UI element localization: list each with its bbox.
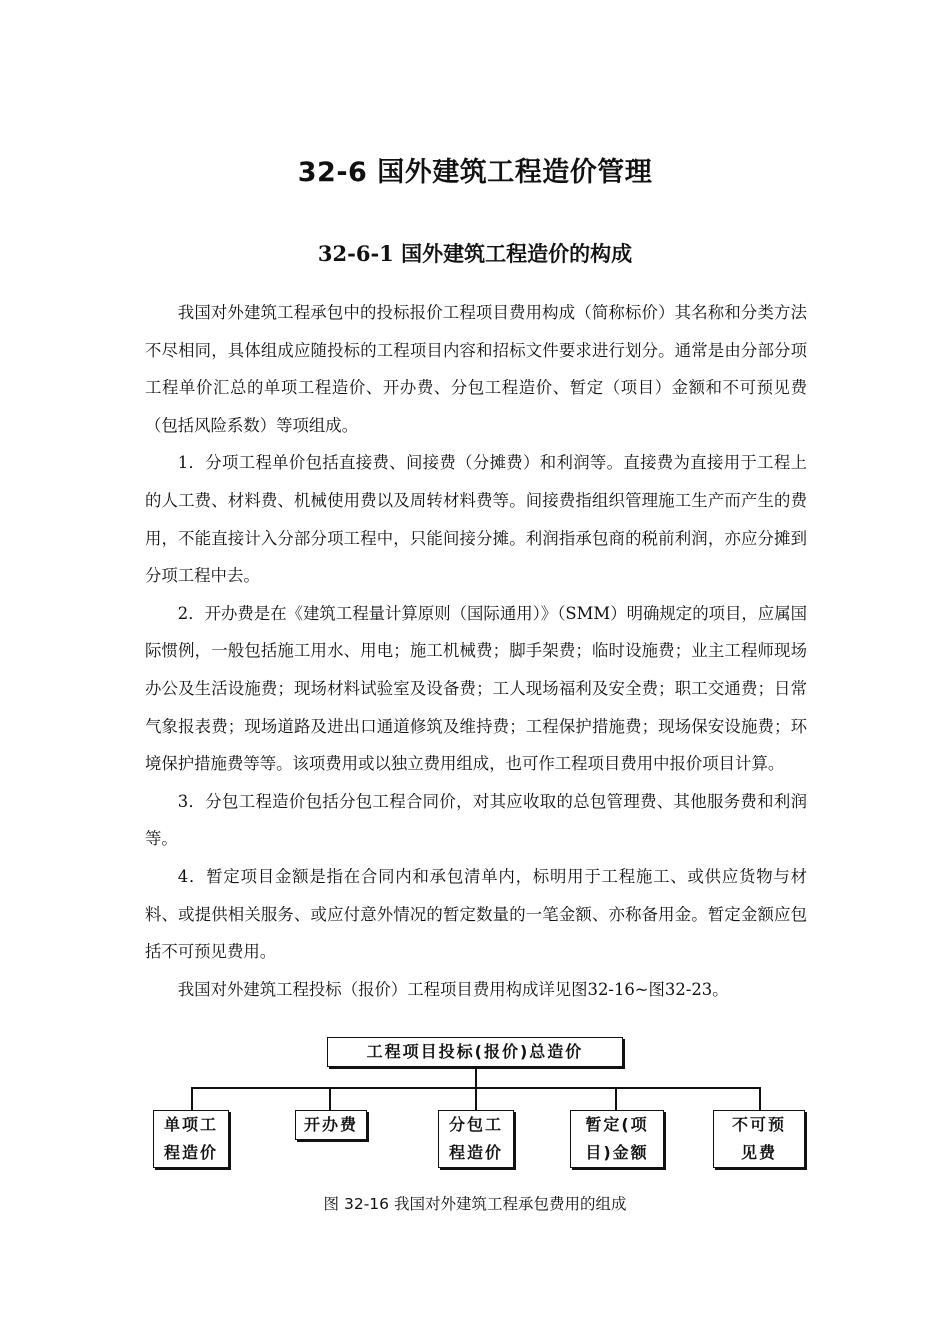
child-box-line: 程造价	[448, 1143, 503, 1162]
cost-composition-diagram	[145, 1035, 807, 1175]
paragraph: 1．分项工程单价包括直接费、间接费（分摊费）和利润等。直接费为直接用于工程上的人工费、材料费、机械使用费以及周转材料费等。间接费指组织管理施工生产而产生的费用，不能直接计入分部分项工程中，只能间接分摊。利润指承包商的税前利润，亦应分摊到分项工程中去。	[145, 453, 807, 586]
child-box-line: 开办费	[303, 1115, 358, 1134]
connector	[475, 1087, 477, 1110]
paragraph: 3．分包工程造价包括分包工程合同价，对其应收取的总包管理费、其他服务费和利润等。	[145, 791, 807, 849]
body-text	[145, 294, 807, 1008]
child-box	[713, 1110, 805, 1168]
child-box	[153, 1110, 229, 1168]
figure-caption: 图 32-16 我国对外建筑工程承包费用的组成	[323, 1195, 627, 1213]
paragraph: 我国对外建筑工程投标（报价）工程项目费用构成详见图32-16~图32-23。	[177, 979, 729, 999]
paragraph: 2．开办费是在《建筑工程量计算原则（国际通用）》（SMM）明确规定的项目，应属国际惯例，一般包括施工用水、用电；施工机械费；脚手架费；临时设施费；业主工程师现场办公及生活设施费；现场材料试验室及设备费；工人现场福利及安全费；职工交通费；日常气象报表费；现场道路及进出口通道修筑及维持费；工程保护措施费；现场保安设施费；环境保护措施费等等。该项费用或以独立费用组成，也可作工程项目费用中报价项目计算。	[145, 603, 807, 774]
page-title: 32-6 国外建筑工程造价管理	[297, 157, 653, 188]
paragraph: 我国对外建筑工程承包中的投标报价工程项目费用构成（简称标价）其名称和分类方法不尽相同，具体组成应随投标的工程项目内容和招标文件要求进行划分。通常是由分部分项工程单价汇总的单项工程造价、开办费、分包工程造价、暂定（项目）金额和不可预见费（包括风险系数）等项组成。	[145, 303, 807, 435]
child-box-line: 单项工	[163, 1115, 218, 1134]
connector	[615, 1087, 617, 1110]
connector	[191, 1087, 193, 1110]
child-box-line: 不可预	[731, 1115, 786, 1134]
child-box-line: 程造价	[163, 1143, 218, 1162]
section-subtitle: 32-6-1 国外建筑工程造价的构成	[317, 241, 633, 266]
paragraph: 4．暂定项目金额是指在合同内和承包清单内，标明用于工程施工、或供应货物与材料、或提供相关服务、或应付意外情况的暂定数量的一笔金额、亦称备用金。暂定金额应包括不可预见费用。	[145, 866, 807, 962]
child-box	[295, 1110, 367, 1140]
child-box-line: 目)金额	[585, 1143, 649, 1162]
connector	[475, 1067, 477, 1087]
root-box: 工程项目投标(报价)总造价	[327, 1037, 623, 1067]
child-box-line: 见费	[740, 1143, 777, 1162]
child-box	[438, 1110, 514, 1168]
connector	[329, 1087, 331, 1110]
child-box	[570, 1110, 664, 1168]
child-box-line: 暂定(项	[585, 1115, 649, 1134]
connector	[759, 1087, 761, 1110]
child-box-line: 分包工	[448, 1115, 503, 1134]
